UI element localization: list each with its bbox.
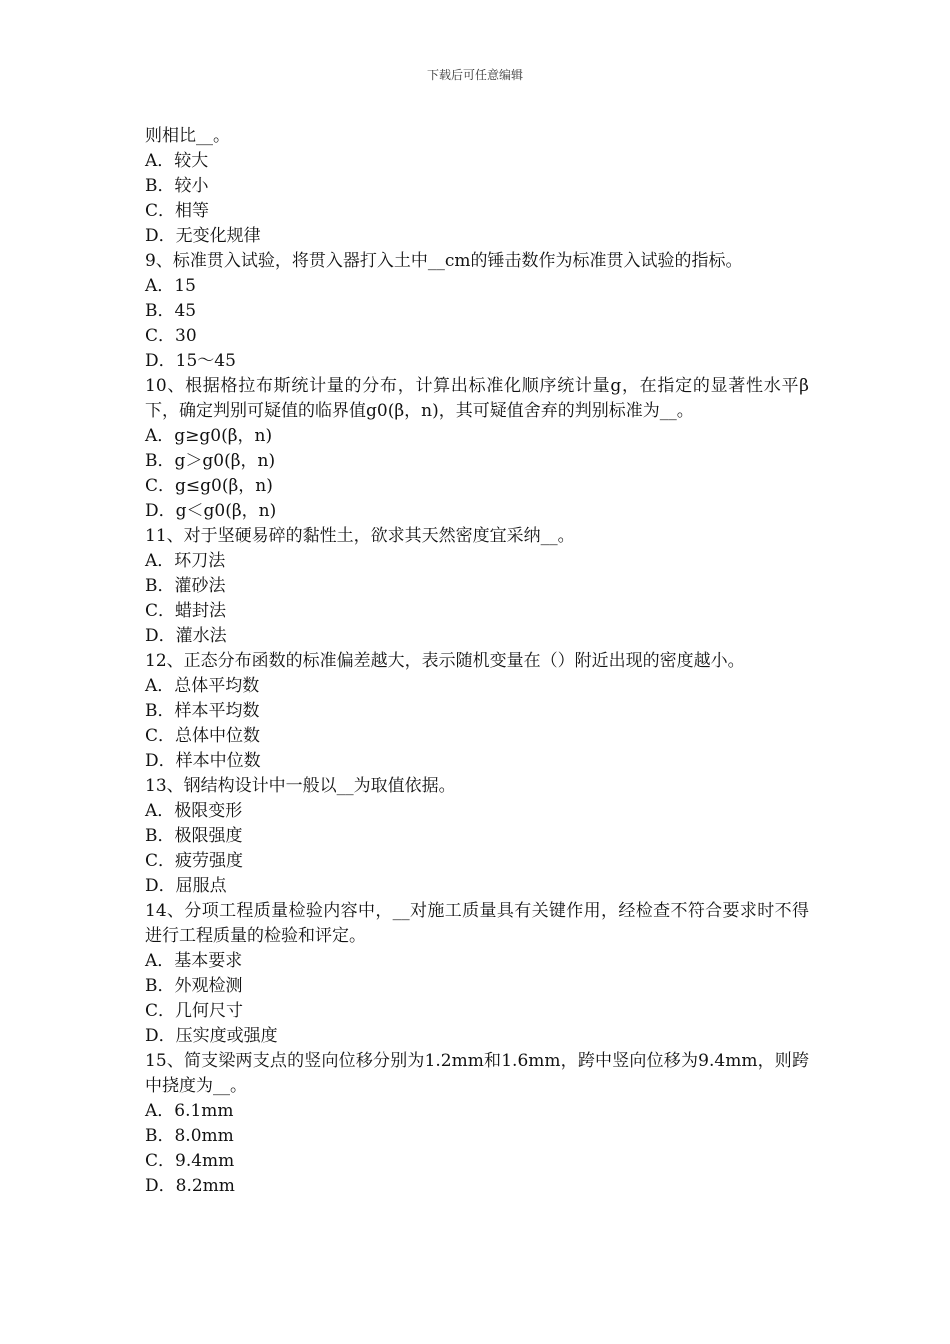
answer-option: A．较大 bbox=[145, 151, 209, 171]
question-text: 11、对于坚硬易碎的黏性土，欲求其天然密度宜采纳__。 bbox=[145, 526, 575, 546]
answer-option: D．压实度或强度 bbox=[145, 1026, 278, 1046]
question-text: 9、标准贯入试验，将贯入器打入土中__cm的锤击数作为标准贯入试验的指标。 bbox=[145, 251, 743, 271]
answer-option: B．灌砂法 bbox=[145, 576, 226, 596]
answer-option: B．外观检测 bbox=[145, 976, 243, 996]
question-text: 14、分项工程质量检验内容中，__对施工质量具有关键作用，经检查不符合要求时不得进行工程质量的检验和评定。 bbox=[145, 901, 809, 946]
answer-option: A．15 bbox=[145, 276, 196, 296]
answer-option: A．6.1mm bbox=[145, 1101, 234, 1121]
answer-option: D．15～45 bbox=[145, 351, 236, 371]
answer-option: D．g＜g0(β，n) bbox=[145, 501, 277, 521]
answer-option: C．蜡封法 bbox=[145, 601, 227, 621]
answer-option: B．极限强度 bbox=[145, 826, 243, 846]
answer-option: D．屈服点 bbox=[145, 876, 227, 896]
document-body bbox=[145, 124, 809, 1199]
answer-option: B．较小 bbox=[145, 176, 209, 196]
answer-option: C．30 bbox=[145, 326, 197, 346]
answer-option: A．环刀法 bbox=[145, 551, 226, 571]
answer-option: C．总体中位数 bbox=[145, 726, 261, 746]
answer-option: C．疲劳强度 bbox=[145, 851, 244, 871]
question-text: 13、钢结构设计中一般以__为取值依据。 bbox=[145, 776, 456, 796]
answer-option: D．灌水法 bbox=[145, 626, 227, 646]
answer-option: D．无变化规律 bbox=[145, 226, 261, 246]
answer-option: B．45 bbox=[145, 301, 197, 321]
answer-option: B．样本平均数 bbox=[145, 701, 260, 721]
answer-option: C．相等 bbox=[145, 201, 210, 221]
question-text: 10、根据格拉布斯统计量的分布，计算出标准化顺序统计量g，在指定的显著性水平β下，确定判别可疑值的临界值g0(β，n)，其可疑值舍弃的判别标准为__。 bbox=[145, 376, 809, 421]
answer-option: A．总体平均数 bbox=[145, 676, 260, 696]
question-text: 12、正态分布函数的标准偏差越大，表示随机变量在（）附近出现的密度越小。 bbox=[145, 651, 745, 671]
answer-option: D．样本中位数 bbox=[145, 751, 261, 771]
question-text: 15、简支梁两支点的竖向位移分别为1.2mm和1.6mm，跨中竖向位移为9.4mm，则跨中挠度为__。 bbox=[145, 1051, 809, 1096]
answer-option: C．9.4mm bbox=[145, 1151, 235, 1171]
answer-option: A．基本要求 bbox=[145, 951, 243, 971]
page-header: 下载后可任意编辑 bbox=[426, 68, 523, 82]
answer-option: B．8.0mm bbox=[145, 1126, 234, 1146]
question-text: 则相比__。 bbox=[145, 126, 230, 146]
answer-option: C．g≤g0(β，n) bbox=[145, 476, 273, 496]
answer-option: A．极限变形 bbox=[145, 801, 243, 821]
answer-option: D．8.2mm bbox=[145, 1176, 235, 1196]
answer-option: C．几何尺寸 bbox=[145, 1001, 244, 1021]
answer-option: A．g≥g0(β，n) bbox=[145, 426, 273, 446]
answer-option: B．g＞g0(β，n) bbox=[145, 451, 276, 471]
